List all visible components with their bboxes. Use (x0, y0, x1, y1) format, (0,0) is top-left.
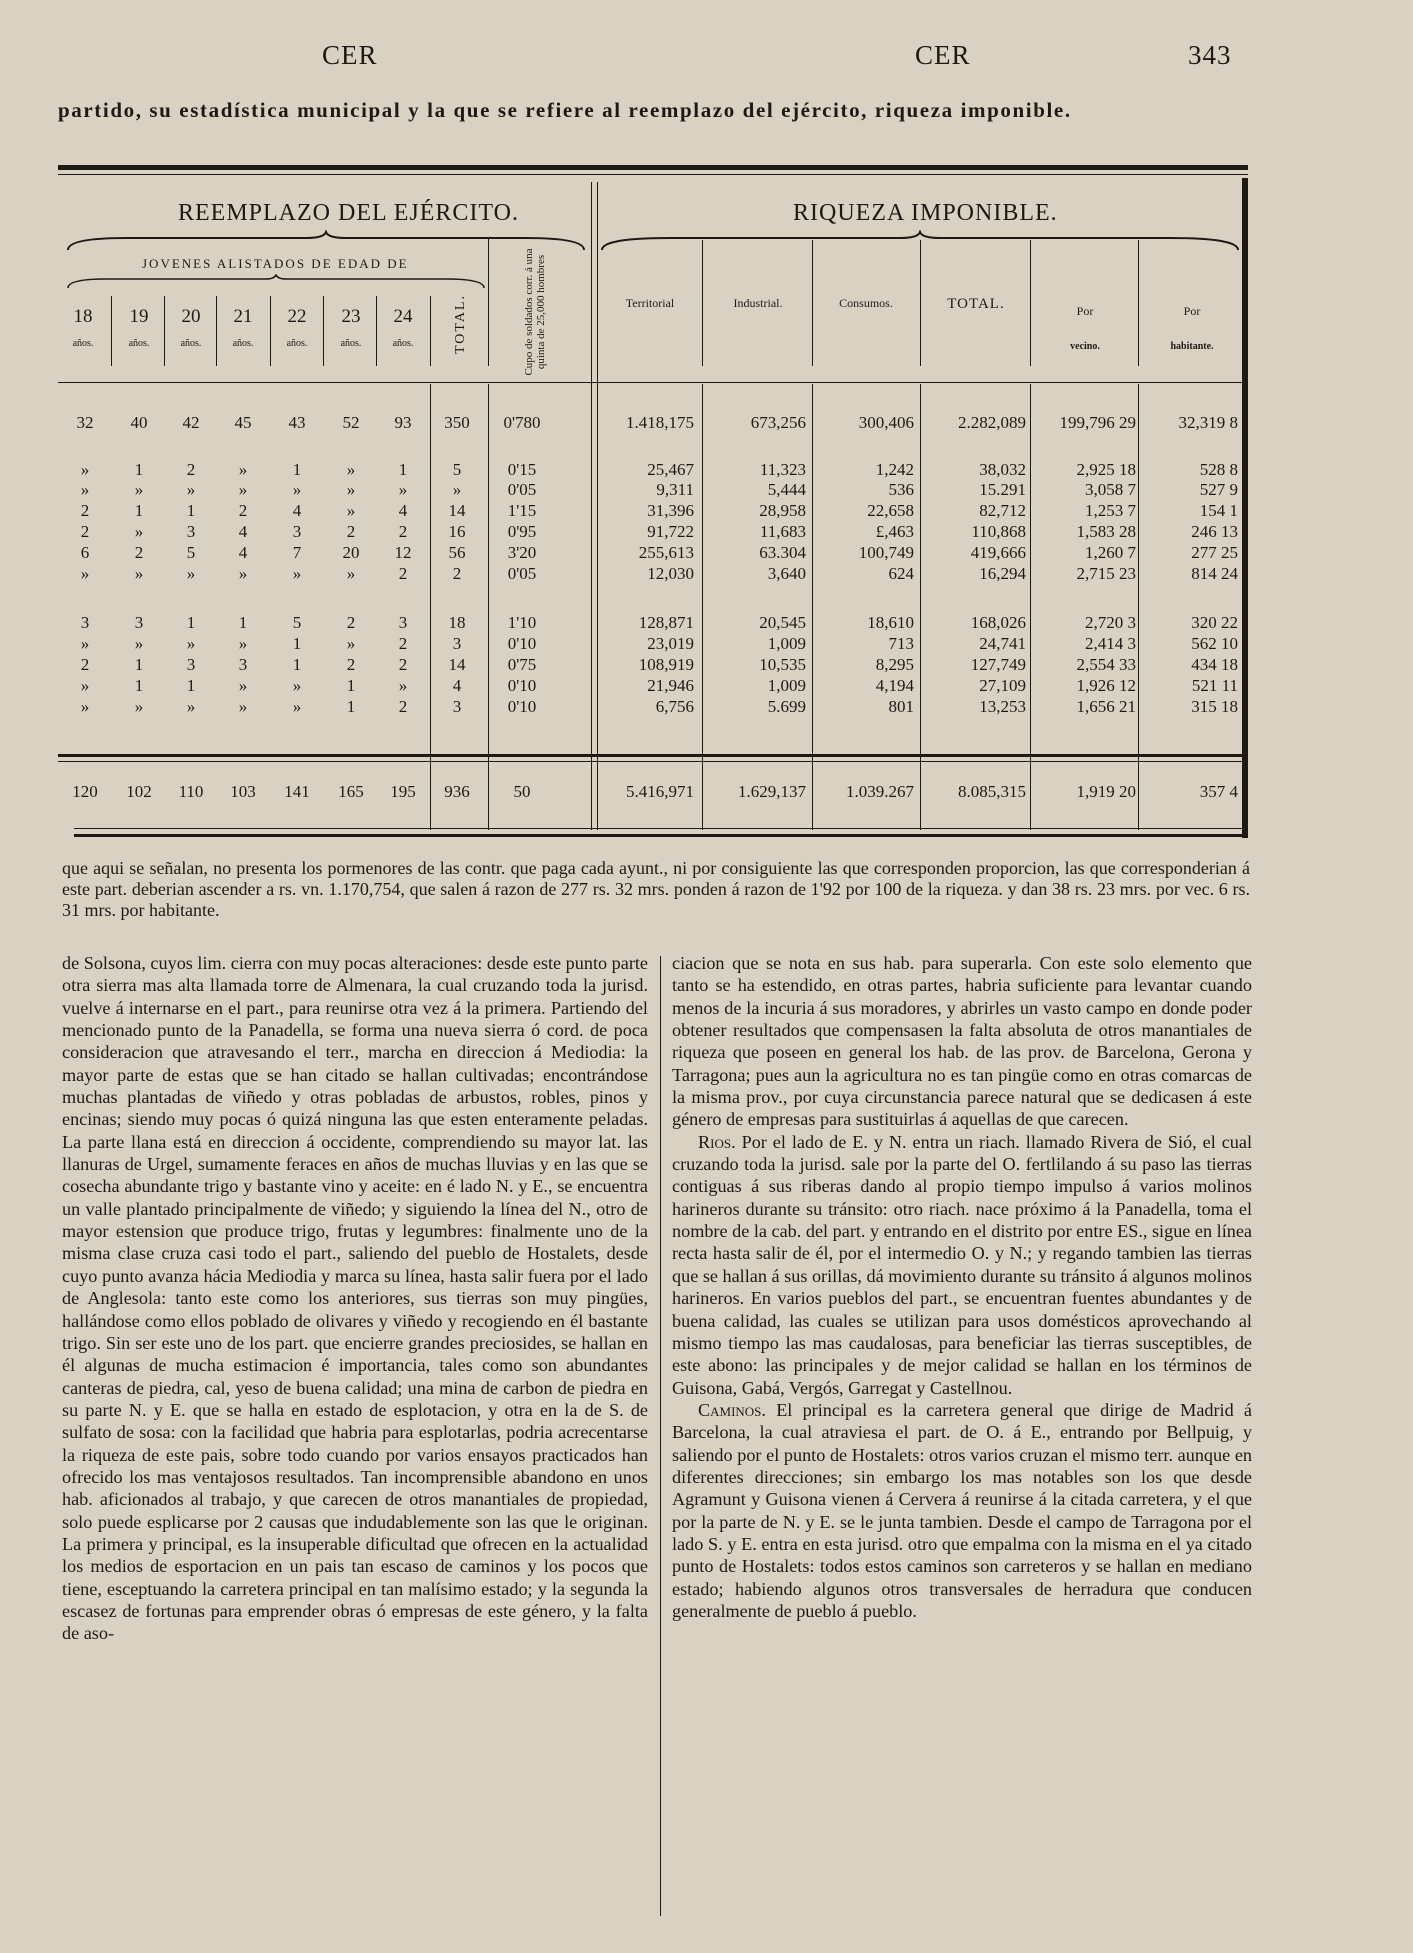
row-7-cell-6: 3 (398, 613, 408, 632)
row-9-cell-12: 127,749 (970, 655, 1026, 674)
age-col-19: 19 años. (128, 306, 150, 349)
row-6-cell-12: 16,294 (979, 564, 1026, 583)
row-4-cell-1: » (134, 522, 144, 541)
row-10-cell-7: 4 (452, 676, 462, 695)
row-4-cell-12: 110,868 (971, 522, 1026, 541)
row-10-cell-13: 1,926 12 (1076, 676, 1136, 695)
row-1-cell-10: 11,323 (759, 460, 806, 479)
row-11-cell-12: 13,253 (979, 697, 1026, 716)
row-10-cell-11: 4,194 (875, 676, 914, 695)
row-6-cell-1: » (134, 564, 144, 583)
totals-cell-0: 120 (72, 782, 98, 801)
row-1-cell-12: 38,032 (979, 460, 1026, 479)
row-0-cell-13: 199,796 29 (1059, 413, 1136, 432)
row-9-cell-14: 434 18 (1191, 655, 1238, 674)
row-6-cell-5: » (346, 564, 356, 583)
rios-text: Por el lado de E. y N. entra un riach. llamado Rivera de Sió, el cual cruzando toda la jurisd. sale por la parte del O. fertlilando á su paso las tierras contiguas á sus riberas dando al propio tiempo impulso á varios molinos harineros durante su tránsito: otro riach. nace próximo á la Panadella, toma el nombre de la cab. del part. y entrando en el distrito por entre ES., sigue en línea recta hasta salir de él, por el intermedio O. y N.; y regando tambien las tierras que se hallan á sus orillas, dá movimiento durante su tránsito á algunos molinos harineros. En varios pueblos del part., se encuentran fuentes abundantes y de buena calidad, las cuales se utilizan para usos domésticos aprovechando al mismo tiempo las mas caudalosas, para beneficiar las tierras susceptibles, de este abono: las principales y de mejor calidad se hallan en los términos de Guisona, Gabá, Vergós, Garregat y Castellnou. (672, 1131, 1252, 1398)
row-2-cell-4: » (292, 480, 302, 499)
row-10-cell-9: 21,946 (647, 676, 694, 695)
totals-cell-3: 103 (230, 782, 256, 801)
row-4-cell-4: 3 (292, 522, 302, 541)
row-7-cell-9: 128,871 (638, 613, 694, 632)
totals-cell-1: 102 (126, 782, 152, 801)
row-8-cell-7: 3 (452, 634, 462, 653)
row-0-cell-14: 32,319 8 (1178, 413, 1238, 432)
row-6-cell-13: 2,715 23 (1076, 564, 1136, 583)
row-10-cell-14: 521 11 (1191, 676, 1238, 695)
totals-cell-12: 8.085,315 (958, 782, 1026, 801)
row-9-cell-11: 8,295 (875, 655, 914, 674)
header-jovenes: JOVENES ALISTADOS DE EDAD DE (142, 256, 409, 271)
por-habitante-header: Por habitante. (1170, 304, 1214, 352)
row-6-cell-2: » (186, 564, 196, 583)
row-3-cell-6: 4 (398, 501, 408, 520)
row-3-cell-9: 31,396 (647, 501, 694, 520)
row-4-cell-7: 16 (448, 522, 466, 541)
row-6-cell-3: » (238, 564, 248, 583)
rios-label: Rios. (698, 1131, 736, 1152)
row-2-cell-12: 15.291 (979, 480, 1026, 499)
row-5-cell-0: 6 (80, 543, 90, 562)
row-11-cell-7: 3 (452, 697, 462, 716)
row-2-cell-9: 9,311 (656, 480, 694, 499)
row-1-cell-9: 25,467 (647, 460, 694, 479)
row-6-cell-10: 3,640 (767, 564, 806, 583)
row-4-cell-10: 11,683 (759, 522, 806, 541)
row-1-cell-1: 1 (134, 460, 144, 479)
table-row (60, 501, 1240, 521)
row-5-cell-7: 56 (448, 543, 466, 562)
totals-cell-4: 141 (284, 782, 310, 801)
table-row (60, 676, 1240, 696)
row-5-cell-3: 4 (238, 543, 248, 562)
row-10-cell-10: 1,009 (767, 676, 806, 695)
row-10-cell-2: 1 (186, 676, 196, 695)
row-0-cell-11: 300,406 (858, 413, 914, 432)
row-1-cell-2: 2 (186, 460, 196, 479)
running-head-center: CER (915, 40, 971, 70)
row-2-cell-8: 0'05 (507, 480, 537, 499)
row-8-cell-0: » (80, 634, 90, 653)
cupo-col-header: Cupo de soldados corr. á una quinta de 25,000 hombres (523, 248, 547, 376)
row-6-cell-6: 2 (398, 564, 408, 583)
row-2-cell-0: » (80, 480, 90, 499)
age-col-23: 23 años. (340, 306, 362, 349)
row-1-cell-4: 1 (292, 460, 302, 479)
left-column-text: de Solsona, cuyos lim. cierra con muy pocas alteraciones: desde este punto parte otra sierra mas alta llamada torre de Almenara, la cual cruzando toda la jurisd. vuelve á internarse en el part., para reunirse otra vez á la primera. Partiendo del mencionado punto de la Panadella, se forma una nueva sierra ó cord. de poca consideracion que atravesando el terr., marcha en direccion á Mediodia: la mayor parte de estas que se han citado se hallan cultivadas; encontrándose muchas plantadas de viñedo y otras pobladas de arbustos, robles, pinos y encinas; siendo muy pocas ó quizá ninguna las que esten enteramente peladas. La parte llana está en direccion á occidente, comprendiendo su mayor lat. las llanuras de Urgel, sumamente feraces en años de muchas lluvias y en las que se cosecha abundante trigo y bastante vino y aceite: en é lado N. y E., se encuentra un valle plantado principalmente de viñedo; y siguiendo la línea del N., otro de mayor estension que produce trigo, frutas y legumbres: finalmente uno de la misma clase cruza casi todo el part., saliendo del pueblo de Hostalets, desde cuyo punto avanza hácia Mediodia y marca su línea, hasta salir fuera por el lado de Anglesola: tanto este como los anteriores, sus tierras son muy pingües, hallándose como ellos poblado de olivares y viñedo y recogiendo en él bastante trigo. Sin ser este uno de los part. que encierre grandes preciosides, se hallan en él algunas de mucha estimacion é importancia, tales como son abundantes canteras de piedra, cal, yeso de buena calidad; una mina de carbon de piedra en su parte N. y E. que se halla en estado de esplotacion, y otra en la de S. de sulfato de sosa: con la facilidad que habria para esplotarlas, podria acrecentarse la riqueza de este pais, sobre todo cuando por varios ensayos practicados han ofrecido los mas ventajosos resultados. Tan incomprensible abandono en unos hab. aficionados al trabajo, y que carecen de otros manantiales de propiedad, solo puede esplicarse por 2 causas que indudablemente son las que le originan. La primera y principal, es la insuperable dificultad que ofrecen en la actualidad los medios de esportacion en un pais tan escaso de caminos y los pocos que tiene, esceptuando la carretera principal en tan malísimo estado; y la segunda la escasez de fortunas para emprender obras ó empresas de este género, y la falta de aso- (62, 953, 648, 1644)
row-1-cell-5: » (346, 460, 356, 479)
row-6-cell-7: 2 (452, 564, 462, 583)
row-10-cell-1: 1 (134, 676, 144, 695)
intro-text: partido, su estadística municipal y la que se refiere al reemplazo del ejército, riqueza imponible. (58, 98, 1072, 122)
row-0-cell-3: 45 (234, 413, 252, 432)
row-10-cell-3: » (238, 676, 248, 695)
row-9-cell-4: 1 (292, 655, 302, 674)
row-10-cell-0: » (80, 676, 90, 695)
por-vecino-header: Por vecino. (1070, 304, 1100, 352)
table-row (60, 564, 1240, 584)
row-11-cell-6: 2 (398, 697, 408, 716)
row-5-cell-14: 277 25 (1191, 543, 1238, 562)
row-5-cell-4: 7 (292, 543, 302, 562)
age-col-20: 20 años. (180, 306, 202, 349)
row-10-cell-12: 27,109 (979, 676, 1026, 695)
row-5-cell-12: 419,666 (970, 543, 1026, 562)
row-10-cell-4: » (292, 676, 302, 695)
row-0-cell-12: 2.282,089 (958, 413, 1026, 432)
row-5-cell-6: 12 (394, 543, 412, 562)
right-para-caminos (672, 1399, 1252, 1622)
row-1-cell-11: 1,242 (875, 460, 914, 479)
totals-cell-5: 165 (338, 782, 364, 801)
row-6-cell-8: 0'05 (507, 564, 537, 583)
table-row (60, 655, 1240, 675)
table-row (60, 460, 1240, 480)
row-9-cell-8: 0'75 (507, 655, 537, 674)
totals-cell-10: 1.629,137 (738, 782, 806, 801)
row-8-cell-8: 0'10 (507, 634, 537, 653)
row-10-cell-5: 1 (346, 676, 356, 695)
row-1-cell-13: 2,925 18 (1076, 460, 1136, 479)
row-0-cell-8: 0'780 (503, 413, 541, 432)
row-4-cell-5: 2 (346, 522, 356, 541)
row-5-cell-8: 3'20 (507, 543, 537, 562)
row-8-cell-4: 1 (292, 634, 302, 653)
row-4-cell-0: 2 (80, 522, 90, 541)
row-7-cell-5: 2 (346, 613, 356, 632)
total-riqueza-header: TOTAL. (947, 296, 1005, 312)
totals-cell-8: 50 (513, 782, 531, 801)
age-col-18: 18 años. (72, 306, 94, 349)
row-0-cell-1: 40 (130, 413, 148, 432)
row-11-cell-13: 1,656 21 (1076, 697, 1136, 716)
row-9-cell-6: 2 (398, 655, 408, 674)
row-1-cell-0: » (80, 460, 90, 479)
row-3-cell-8: 1'15 (507, 501, 537, 520)
age-col-21: 21 años. (232, 306, 254, 349)
row-6-cell-14: 814 24 (1191, 564, 1238, 583)
row-0-cell-7: 350 (444, 413, 470, 432)
row-1-cell-6: 1 (398, 460, 408, 479)
territorial-header: Territorial (625, 296, 675, 310)
header-reemplazo: REEMPLAZO DEL EJÉRCITO. (178, 200, 519, 226)
row-3-cell-14: 154 1 (1199, 501, 1238, 520)
page-number: 343 (1188, 40, 1232, 70)
row-11-cell-10: 5.699 (767, 697, 806, 716)
row-3-cell-4: 4 (292, 501, 302, 520)
row-8-cell-5: » (346, 634, 356, 653)
row-9-cell-0: 2 (80, 655, 90, 674)
row-0-cell-9: 1.418,175 (626, 413, 694, 432)
row-10-cell-6: » (398, 676, 408, 695)
row-4-cell-14: 246 13 (1191, 522, 1238, 541)
row-6-cell-0: » (80, 564, 90, 583)
age-col-24: 24 años. (392, 306, 414, 349)
row-5-cell-10: 63.304 (759, 543, 806, 562)
row-9-cell-3: 3 (238, 655, 248, 674)
row-1-cell-3: » (238, 460, 248, 479)
row-5-cell-2: 5 (186, 543, 196, 562)
row-8-cell-6: 2 (398, 634, 408, 653)
row-4-cell-11: £,463 (875, 522, 914, 541)
row-3-cell-12: 82,712 (979, 501, 1026, 520)
row-5-cell-1: 2 (134, 543, 144, 562)
totals-row (60, 782, 1240, 802)
row-0-cell-0: 32 (76, 413, 94, 432)
table-note: que aqui se señalan, no presenta los pormenores de las contr. que paga cada ayunt., ni por consiguiente las que corresponden proporcion, las que corresponderian á este part. deberian ascender a rs. vn. 1.170,754, que salen á razon de 277 rs. 32 mrs. ponden á razon de 1'92 por 100 de la riqueza. y dan 38 rs. 23 mrs. por vec. 6 rs. 31 mrs. por habitante. (62, 858, 1250, 920)
row-11-cell-0: » (80, 697, 90, 716)
brace-jovenes (66, 274, 486, 290)
caminos-text: El principal es la carretera general que dirige de Madrid á Barcelona, la cual atraviesa el part. de O. á E., entrando por Bellpuig, y saliendo por el punto de Hostalets: otros varios cruzan el mismo terr. aunque en diferentes direcciones; sin embargo los mas notables son los que desde Agramunt y Guisona vienen á Cervera á reunirse á la citada carretera, y el que por la parte de N. y E. se le junta tambien. Desde el campo de Tarragona por el lado S. y E. entra en esta jurisd. otro que empalma con la misma en el ya citado punto de Hostalets: todos estos caminos son carreteros y se hallan en mediano estado; habiendo algunos otros transversales de herradura que conducen generalmente de pueblo á pueblo. (672, 1399, 1252, 1621)
row-8-cell-10: 1,009 (767, 634, 806, 653)
row-4-cell-13: 1,583 28 (1076, 522, 1136, 541)
table-row (60, 413, 1240, 433)
row-11-cell-14: 315 18 (1191, 697, 1238, 716)
row-7-cell-11: 18,610 (867, 613, 914, 632)
row-4-cell-2: 3 (186, 522, 196, 541)
row-7-cell-10: 20,545 (759, 613, 806, 632)
row-2-cell-7: » (452, 480, 462, 499)
row-8-cell-13: 2,414 3 (1085, 634, 1136, 653)
totals-cell-9: 5.416,971 (626, 782, 694, 801)
row-2-cell-2: » (186, 480, 196, 499)
row-1-cell-7: 5 (452, 460, 462, 479)
row-2-cell-5: » (346, 480, 356, 499)
row-2-cell-11: 536 (888, 480, 914, 499)
row-8-cell-9: 23,019 (647, 634, 694, 653)
row-0-cell-4: 43 (288, 413, 306, 432)
table-row (60, 543, 1240, 563)
right-para-1: ciacion que se nota en sus hab. para superarla. Con este solo elemento que tanto se ha estendido, en otras partes, habria suficiente para levantar cuando menos de la incuria á sus moradores, y abrirles un vasto campo en donde poder obtener resultados que compensasen la falta absoluta de otros manantiales de riqueza que poseen en general los hab. de las prov. de Barcelona, Gerona y Tarragona; pues aun la agricultura no es tan pingüe como en otras comarcas de la misma prov., por cuya circunstancia parece natural que se dedicasen á este género de empresas para sustituirlas á aquellas de que carecen. (672, 953, 1252, 1130)
row-3-cell-7: 14 (448, 501, 466, 520)
row-9-cell-7: 14 (448, 655, 466, 674)
row-8-cell-1: » (134, 634, 144, 653)
totals-cell-2: 110 (178, 782, 204, 801)
right-para-rios (672, 1131, 1252, 1399)
row-4-cell-8: 0'95 (507, 522, 537, 541)
row-3-cell-13: 1,253 7 (1085, 501, 1136, 520)
row-5-cell-9: 255,613 (638, 543, 694, 562)
row-2-cell-1: » (134, 480, 144, 499)
row-2-cell-6: » (398, 480, 408, 499)
row-3-cell-11: 22,658 (867, 501, 914, 520)
row-8-cell-11: 713 (888, 634, 914, 653)
row-9-cell-5: 2 (346, 655, 356, 674)
row-4-cell-9: 91,722 (647, 522, 694, 541)
row-7-cell-0: 3 (80, 613, 90, 632)
row-8-cell-2: » (186, 634, 196, 653)
row-7-cell-8: 1'10 (507, 613, 537, 632)
row-1-cell-8: 0'15 (507, 460, 537, 479)
row-7-cell-12: 168,026 (970, 613, 1026, 632)
row-3-cell-3: 2 (238, 501, 248, 520)
row-8-cell-12: 24,741 (979, 634, 1026, 653)
totals-cell-14: 357 4 (1199, 782, 1238, 801)
row-11-cell-5: 1 (346, 697, 356, 716)
row-7-cell-13: 2,720 3 (1085, 613, 1136, 632)
row-11-cell-9: 6,756 (655, 697, 694, 716)
totals-cell-6: 195 (390, 782, 416, 801)
row-10-cell-8: 0'10 (507, 676, 537, 695)
row-4-cell-3: 4 (238, 522, 248, 541)
row-11-cell-11: 801 (888, 697, 914, 716)
consumos-header: Consumos. (839, 296, 893, 310)
row-7-cell-2: 1 (186, 613, 196, 632)
column-divider (660, 956, 661, 1916)
table-row (60, 697, 1240, 717)
row-7-cell-1: 3 (134, 613, 144, 632)
row-2-cell-10: 5,444 (767, 480, 806, 499)
row-2-cell-3: » (238, 480, 248, 499)
row-11-cell-1: » (134, 697, 144, 716)
row-2-cell-13: 3,058 7 (1085, 480, 1136, 499)
row-7-cell-7: 18 (448, 613, 466, 632)
row-7-cell-4: 5 (292, 613, 302, 632)
row-9-cell-10: 10,535 (759, 655, 806, 674)
left-column (62, 952, 648, 1645)
row-6-cell-11: 624 (888, 564, 914, 583)
table-row (60, 522, 1240, 542)
total-col-header: TOTAL. (453, 294, 468, 355)
table-row (60, 613, 1240, 633)
row-11-cell-3: » (238, 697, 248, 716)
row-3-cell-1: 1 (134, 501, 144, 520)
running-head-left: CER (322, 40, 378, 70)
row-8-cell-3: » (238, 634, 248, 653)
table-row (60, 634, 1240, 654)
row-5-cell-13: 1,260 7 (1085, 543, 1136, 562)
row-11-cell-2: » (186, 697, 196, 716)
row-3-cell-0: 2 (80, 501, 90, 520)
row-3-cell-5: » (346, 501, 356, 520)
row-0-cell-10: 673,256 (750, 413, 806, 432)
row-3-cell-10: 28,958 (759, 501, 806, 520)
industrial-header: Industrial. (733, 296, 783, 310)
age-col-22: 22 años. (286, 306, 308, 349)
row-1-cell-14: 528 8 (1199, 460, 1238, 479)
row-5-cell-5: 20 (342, 543, 360, 562)
header-riqueza: RIQUEZA IMPONIBLE. (793, 200, 1058, 226)
row-2-cell-14: 527 9 (1199, 480, 1238, 499)
brace-reemplazo (66, 230, 586, 252)
row-11-cell-4: » (292, 697, 302, 716)
row-3-cell-2: 1 (186, 501, 196, 520)
table-row (60, 480, 1240, 500)
row-6-cell-9: 12,030 (647, 564, 694, 583)
caminos-label: Caminos. (698, 1399, 766, 1420)
right-column (672, 952, 1252, 1622)
row-9-cell-2: 3 (186, 655, 196, 674)
row-8-cell-14: 562 10 (1191, 634, 1238, 653)
row-5-cell-11: 100,749 (858, 543, 914, 562)
row-9-cell-9: 108,919 (638, 655, 694, 674)
row-0-cell-6: 93 (394, 413, 412, 432)
row-11-cell-8: 0'10 (507, 697, 537, 716)
row-7-cell-14: 320 22 (1191, 613, 1238, 632)
totals-cell-13: 1,919 20 (1076, 782, 1136, 801)
totals-cell-7: 936 (444, 782, 470, 801)
row-4-cell-6: 2 (398, 522, 408, 541)
row-7-cell-3: 1 (238, 613, 248, 632)
row-0-cell-2: 42 (182, 413, 200, 432)
row-9-cell-1: 1 (134, 655, 144, 674)
row-9-cell-13: 2,554 33 (1076, 655, 1136, 674)
row-0-cell-5: 52 (342, 413, 360, 432)
totals-cell-11: 1.039.267 (846, 782, 914, 801)
row-6-cell-4: » (292, 564, 302, 583)
